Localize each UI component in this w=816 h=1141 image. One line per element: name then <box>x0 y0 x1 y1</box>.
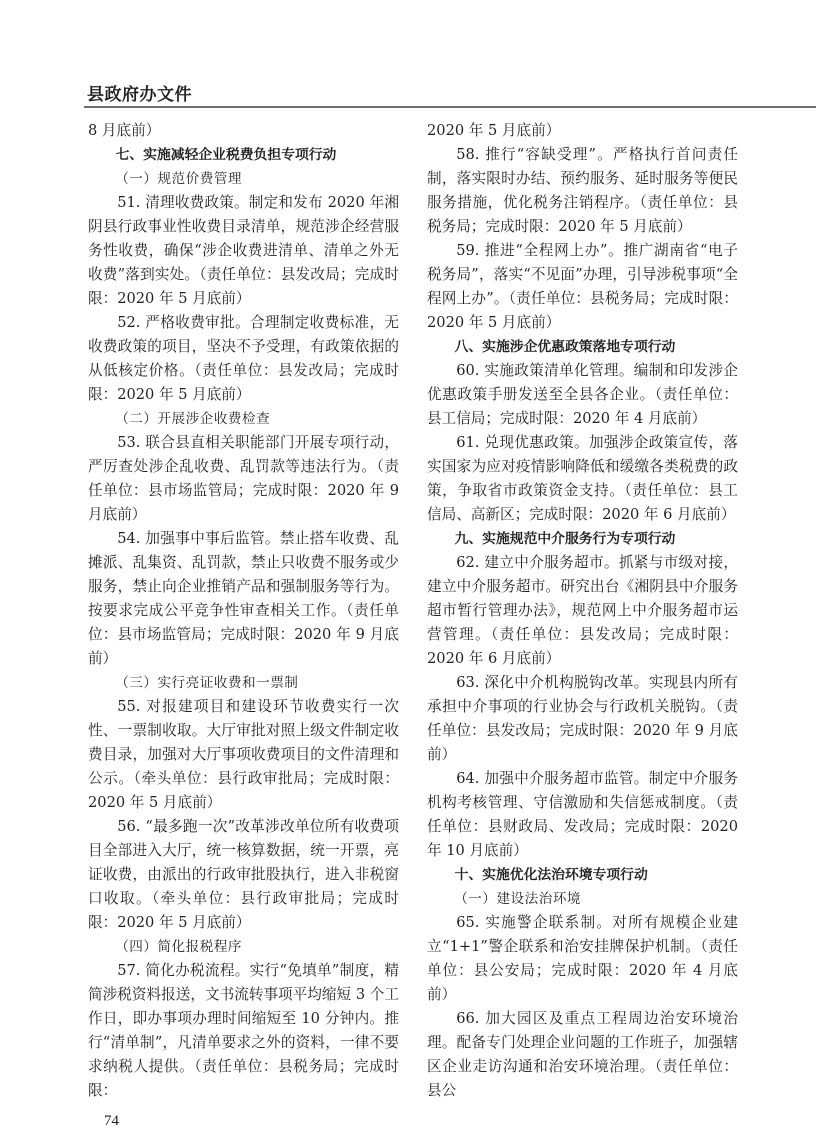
subsection-heading: （一）规范价费管理 <box>115 171 243 187</box>
paragraph: 55. 对报建项目和建设环节收费实行一次性、一票制收取。大厅审批对照上级文件制定收费目录，加强对大厅事项收费项目的文件清理和公示。（牵头单位：县行政审批局；完成时限：2020 年 5 月底前） <box>88 698 399 811</box>
continued-text: 2020 年 5 月底前） <box>427 122 561 139</box>
paragraph: 51. 清理收费政策。制定和发布 2020 年湘阴县行政事业性收费目录清单，规范涉企经营服务性收费，确保“涉企收费进清单、清单之外无收费”落到实处。（责任单位：县发改局；完成时限：2020 年 5 月底前） <box>88 194 399 307</box>
subsection-heading: （二）开展涉企收费检查 <box>115 411 271 427</box>
subsection-heading: （三）实行亮证收费和一票制 <box>115 675 299 691</box>
paragraph: 63. 深化中介机构脱钩改革。实现县内所有承担中介事项的行业协会与行政机关脱钩。（责任单位：县发改局；完成时限：2020 年 9 月底前） <box>427 674 738 763</box>
paragraph: 59. 推进“全程网上办”。推广湖南省“电子税务局”，落实“不见面”办理，引导涉税事项“全程网上办”。（责任单位：县税务局；完成时限：2020 年 5 月底前） <box>427 242 738 331</box>
subsection-heading: （一）建设法治环境 <box>454 891 582 907</box>
paragraph: 54. 加强事中事后监管。禁止搭车收费、乱摊派、乱集资、乱罚款，禁止只收费不服务或少服务，禁止向企业推销产品和强制服务等行为。按要求完成公平竞争性审查相关工作。（责任单位：县市场监管局；完成时限：2020 年 9 月底前） <box>88 530 399 667</box>
paragraph: 65. 实施警企联系制。对所有规模企业建立“1+1”警企联系和治安挂牌保护机制。（责任单位：县公安局；完成时限：2020 年 4 月底前） <box>427 914 738 1003</box>
paragraph: 61. 兑现优惠政策。加强涉企政策宣传，落实国家为应对疫情影响降低和缓缴各类税费的政策，争取省市政策资金支持。（责任单位：县工信局、高新区；完成时限：2020 年 6 月底前） <box>427 434 738 523</box>
section-heading: 九、实施规范中介服务行为专项行动 <box>454 531 676 547</box>
paragraph: 52. 严格收费审批。合理制定收费标准，无收费政策的项目，坚决不予受理，有政策依据的从低核定价格。（责任单位：县发改局；完成时限：2020 年 5 月底前） <box>88 314 399 403</box>
paragraph: 62. 建立中介服务超市。抓紧与市级对接，建立中介服务超市。研究出台《湘阴县中介服务超市暂行管理办法》，规范网上中介服务超市运营管理。（责任单位：县发改局；完成时限：2020 年 6 月底前） <box>427 554 738 667</box>
paragraph: 53. 联合县直相关职能部门开展专项行动，严厉查处涉企乱收费、乱罚款等违法行为。（责任单位：县市场监管局；完成时限：2020 年 9 月底前） <box>88 434 399 523</box>
paragraph: 58. 推行“容缺受理”。严格执行首问责任制，落实限时办结、预约服务、延时服务等便民服务措施，优化税务注销程序。（责任单位：县税务局；完成时限：2020 年 5 月底前） <box>427 146 738 235</box>
left-column <box>88 119 399 1103</box>
paragraph: 60. 实施政策清单化管理。编制和印发涉企优惠政策手册发送至全县各企业。（责任单位：县工信局；完成时限：2020 年 4 月底前） <box>427 362 738 427</box>
right-column <box>427 119 738 1103</box>
paragraph: 57. 简化办税流程。实行“免填单”制度，精简涉税资料报送，文书流转事项平均缩短 3 个工作日，即办事项办理时间缩短至 10 分钟内。推行“清单制”，凡清单要求之外的资料，一律不要求纳税人提供。（责任单位：县税务局；完成时限： <box>88 962 399 1099</box>
subsection-heading: （四）简化报税程序 <box>115 939 243 955</box>
header-divider <box>84 106 816 108</box>
section-heading: 七、实施减轻企业税费负担专项行动 <box>115 147 337 163</box>
running-header-title: 县政府办文件 <box>87 85 192 105</box>
paragraph: 64. 加强中介服务超市监管。制定中介服务机构考核管理、守信激励和失信惩戒制度。（责任单位：县财政局、发改局；完成时限：2020 年 10 月底前） <box>427 770 738 859</box>
section-heading: 八、实施涉企优惠政策落地专项行动 <box>454 339 676 355</box>
section-heading: 十、实施优化法治环境专项行动 <box>454 867 648 883</box>
page-number: 74 <box>104 1113 119 1129</box>
paragraph: 56. “最多跑一次”改革涉改单位所有收费项目全部进入大厅，统一核算数据，统一开票，亮证收费，由派出的行政审批股执行，进入非税窗口收取。（牵头单位：县行政审批局；完成时限：2020 年 5 月底前） <box>88 818 399 931</box>
continued-text: 8 月底前） <box>88 122 161 139</box>
paragraph: 66. 加大园区及重点工程周边治安环境治理。配备专门处理企业问题的工作班子，加强辖区企业走访沟通和治安环境治理。（责任单位：县公 <box>427 1010 738 1099</box>
